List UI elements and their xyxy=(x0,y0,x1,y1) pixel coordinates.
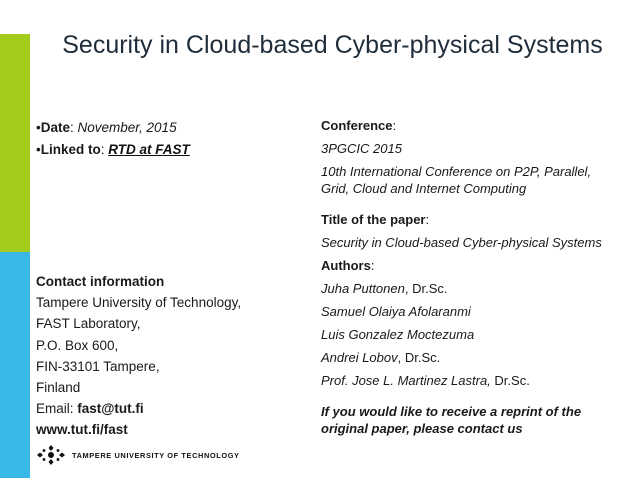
contact-line: Tampere University of Technology, xyxy=(36,295,242,311)
paper-title: Security in Cloud-based Cyber-physical Systems xyxy=(321,235,602,250)
paper-title-heading: Title of the paper: xyxy=(321,212,430,227)
website-line xyxy=(36,419,306,440)
conference-acronym: 3PGCIC 2015 xyxy=(321,141,402,156)
conference-name: 10th International Conference on P2P, Parallel, Grid, Cloud and Internet Computing xyxy=(321,164,592,196)
linked-label: Linked to xyxy=(40,142,101,157)
contact-heading: Contact information xyxy=(36,274,165,289)
date-value: November, 2015 xyxy=(77,120,177,135)
contact-line: FIN-33101 Tampere, xyxy=(36,358,160,374)
reprint-note: If you would like to receive a reprint of the original paper, please contact us xyxy=(321,404,582,436)
university-logo xyxy=(36,444,240,466)
linked-line: •Linked to: RTD at FAST xyxy=(36,142,190,157)
date-line: •Date: November, 2015 xyxy=(36,120,177,135)
website-link[interactable]: www.tut.fi/fast xyxy=(36,422,128,438)
conference-heading: Conference: xyxy=(321,118,397,133)
email-link[interactable]: fast@tut.fi xyxy=(77,401,144,417)
email-line xyxy=(36,398,306,419)
meta-info xyxy=(36,117,306,161)
tut-emblem-icon xyxy=(36,444,66,466)
logo-text: TAMPERE UNIVERSITY OF TECHNOLOGY xyxy=(72,450,240,460)
contact-info xyxy=(36,271,306,441)
authors-heading: Authors: xyxy=(321,258,375,273)
rtd-link[interactable]: RTD at FAST xyxy=(108,142,190,157)
page-title: Security in Cloud-based Cyber-physical Systems xyxy=(62,31,603,59)
contact-line: FAST Laboratory, xyxy=(36,316,141,332)
green-accent-bar xyxy=(0,34,30,252)
author-item: Samuel Olaiya Afolaranmi xyxy=(321,304,471,319)
author-item: Luis Gonzalez Moctezuma xyxy=(321,327,475,342)
author-item: Juha Puttonen, Dr.Sc. xyxy=(321,281,448,296)
contact-line: Finland xyxy=(36,380,81,396)
blue-accent-bar xyxy=(0,252,30,478)
contact-line: P.O. Box 600, xyxy=(36,337,119,353)
author-item: Andrei Lobov, Dr.Sc. xyxy=(321,350,441,365)
date-label: Date xyxy=(40,120,70,135)
email-label: Email: xyxy=(36,401,78,417)
paper-info xyxy=(321,117,616,437)
author-item: Prof. Jose L. Martinez Lastra, Dr.Sc. xyxy=(321,373,530,388)
